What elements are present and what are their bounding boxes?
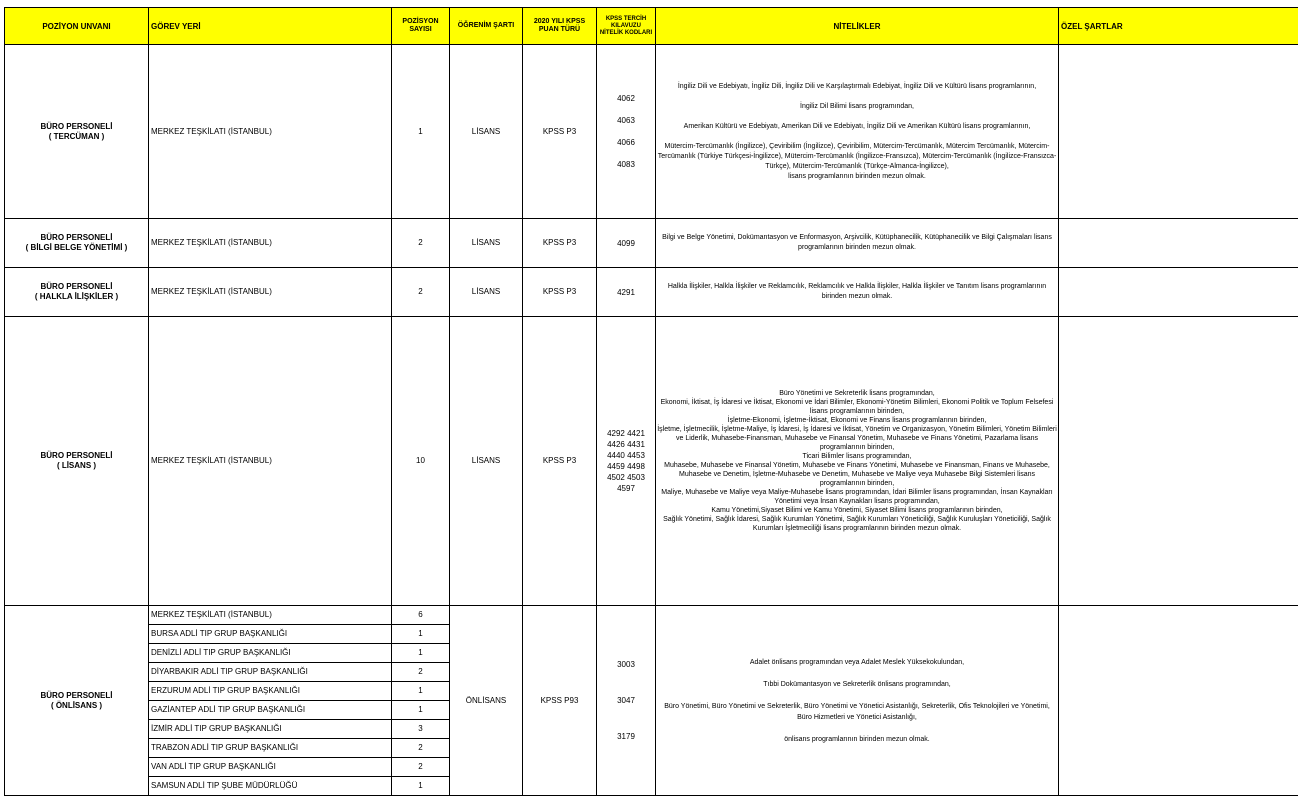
header-codes: KPSS TERCİH KILAVUZU NİTELİK KODLARI bbox=[597, 8, 656, 45]
location-cell: MERKEZ TEŞKİLATI (İSTANBUL) bbox=[149, 317, 392, 606]
location-cell: ERZURUM ADLİ TIP GRUP BAŞKANLIĞI bbox=[149, 682, 392, 701]
qualifications-cell: Bilgi ve Belge Yönetimi, Dokümantasyon ve Enformasyon, Arşivcilik, Kütüphanecilik, Kütüphanecilik ve Bilgi Çalışmaları lisans programlarının birinden mezun olmak. bbox=[656, 219, 1059, 268]
position-title: BÜRO PERSONELİ ( LİSANS ) bbox=[5, 317, 149, 606]
count-cell: 3 bbox=[392, 720, 450, 739]
count-cell: 1 bbox=[392, 45, 450, 219]
count-cell: 10 bbox=[392, 317, 450, 606]
positions-table bbox=[4, 7, 1298, 796]
qualifications-cell: Halkla İlişkiler, Halkla İlişkiler ve Reklamcılık, Reklamcılık ve Halkla İlişkiler, Halkla İlişkiler ve Tanıtım lisans programlarının birinden mezun olmak. bbox=[656, 268, 1059, 317]
header-position: POZİYON UNVANI bbox=[5, 8, 149, 45]
count-cell: 6 bbox=[392, 606, 450, 625]
position-title: BÜRO PERSONELİ ( HALKLA İLİŞKİLER ) bbox=[5, 268, 149, 317]
location-cell: MERKEZ TEŞKİLATI (İSTANBUL) bbox=[149, 268, 392, 317]
location-cell: MERKEZ TEŞKİLATI (İSTANBUL) bbox=[149, 606, 392, 625]
location-cell: MERKEZ TEŞKİLATI (İSTANBUL) bbox=[149, 45, 392, 219]
special-cell bbox=[1059, 45, 1298, 219]
header-score-type: 2020 YILI KPSS PUAN TÜRÜ bbox=[523, 8, 597, 45]
codes-cell: 4099 bbox=[597, 219, 656, 268]
codes-cell: 4062 4063 4066 4083 bbox=[597, 45, 656, 219]
count-cell: 2 bbox=[392, 739, 450, 758]
count-cell: 1 bbox=[392, 682, 450, 701]
location-cell: DENİZLİ ADLİ TIP GRUP BAŞKANLIĞI bbox=[149, 644, 392, 663]
score-type-cell: KPSS P93 bbox=[523, 606, 597, 796]
header-qualifications: NİTELİKLER bbox=[656, 8, 1059, 45]
count-cell: 2 bbox=[392, 268, 450, 317]
education-cell: ÖNLİSANS bbox=[450, 606, 523, 796]
qualifications-cell: Adalet önlisans programından veya Adalet Meslek Yüksekokulundan, Tıbbi Dokümantasyon ve Sekreterlik önlisans programından, Büro Yönetimi, Büro Yönetimi ve Sekreterlik, Büro Yönetimi ve Yönetici Asistanlığı, Sekreterlik, Ofis Teknolojileri ve Yönetimi, Büro Hizmetleri ve Yönetici Asistanlığı, önlisans programlarının birinden mezun olmak. bbox=[656, 606, 1059, 796]
special-cell bbox=[1059, 219, 1298, 268]
count-cell: 1 bbox=[392, 701, 450, 720]
count-cell: 2 bbox=[392, 219, 450, 268]
position-title: BÜRO PERSONELİ ( BİLGİ BELGE YÖNETİMİ ) bbox=[5, 219, 149, 268]
location-cell: BURSA ADLİ TIP GRUP BAŞKANLIĞI bbox=[149, 625, 392, 644]
score-type-cell: KPSS P3 bbox=[523, 317, 597, 606]
location-cell: VAN ADLİ TIP GRUP BAŞKANLIĞI bbox=[149, 758, 392, 777]
qualifications-cell: Büro Yönetimi ve Sekreterlik lisans programından, Ekonomi, İktisat, İş İdaresi ve İktisat, Ekonomi ve İdari Bilimler, Ekonomi-Yönetim Bilimleri, Ekonomi Politik ve Toplum Felsefesi lisans programlarının birinden, İşletme-Ekonomi, İşletme-İktisat, Ekonomi ve Finans lisans programlarının birinden, İşletme, İşletmecilik, İşletme-Maliye, İş İdaresi, İş İdaresi ve İktisat, Yönetim ve Organizasyon, Yönetim Bilimleri, Yönetim Bilimleri ve Liderlik, Muhasebe-Finansman, Muhasebe ve Finansal Yönetim, Muhasebe ve Finans Yönetimi, Pazarlama lisans programlarının birinden, Ticari Bilimler lisans programından, Muhasebe, Muhasebe ve Finansal Yönetim, Muhasebe ve Finans Yönetimi, Muhasebe ve Finansman, Finans ve Muhasebe, Muhasebe ve Denetim, İşletme-Muhasebe ve Denetim, Muhasebe ve Maliye veya Muhasebe Bilgi Sistemleri lisans programlarının birinden, Maliye, Muhasebe ve Maliye veya Maliye-Muhasebe lisans programından, İdari Bilimler lisans programından, İnsan Kaynakları Yönetimi veya İnsan Kaynakları lisans programından, Kamu Yönetimi,Siyaset Bilimi ve Kamu Yönetimi, Siyaset Bilimi lisans programlarının birinden, Sağlık Yönetimi, Sağlık İdaresi, Sağlık Kurumları Yönetimi, Sağlık Kurumları Yöneticiliği, Sağlık Kuruluşları Yöneticiliği, Sağlık Kurumları İşletmeciliği lisans programlarının birinden mezun olmak. bbox=[656, 317, 1059, 606]
location-cell: SAMSUN ADLİ TIP ŞUBE MÜDÜRLÜĞÜ bbox=[149, 777, 392, 796]
education-cell: LİSANS bbox=[450, 317, 523, 606]
header-special: ÖZEL ŞARTLAR bbox=[1059, 8, 1298, 45]
special-cell bbox=[1059, 606, 1298, 796]
education-cell: LİSANS bbox=[450, 45, 523, 219]
header-location: GÖREV YERİ bbox=[149, 8, 392, 45]
table-row bbox=[5, 317, 1298, 606]
position-title: BÜRO PERSONELİ ( ÖNLİSANS ) bbox=[5, 606, 149, 796]
count-cell: 2 bbox=[392, 758, 450, 777]
position-title: BÜRO PERSONELİ ( TERCÜMAN ) bbox=[5, 45, 149, 219]
location-cell: İZMİR ADLİ TIP GRUP BAŞKANLIĞI bbox=[149, 720, 392, 739]
codes-cell: 4291 bbox=[597, 268, 656, 317]
table-row bbox=[5, 268, 1298, 317]
score-type-cell: KPSS P3 bbox=[523, 219, 597, 268]
qualifications-cell: İngiliz Dili ve Edebiyatı, İngiliz Dili, İngiliz Dili ve Karşılaştırmalı Edebiyat, İngiliz Dili ve Kültürü lisans programlarının, İngiliz Dil Bilimi lisans programından, Amerikan Kültürü ve Edebiyatı, Amerikan Dili ve Edebiyatı, İngiliz Dili ve Amerikan Kültürü lisans programlarının, Mütercim-Tercümanlık (İngilizce), Çeviribilim (İngilizce), Çeviribilim, Mütercim-Tercümanlık, Mütercim Tercümanlık, Mütercim-Tercümanlık (Türkiye Türkçesi-İngilizce), Mütercim-Tercümanlık (İngilizce-Fransızca), Mütercim-Tercümanlık (İngilizce-Fransızca-Türkçe), Mütercim-Tercümanlık (Türkçe-Almanca-İngilizce), lisans programlarının birinden mezun olmak. bbox=[656, 45, 1059, 219]
score-type-cell: KPSS P3 bbox=[523, 45, 597, 219]
codes-cell: 4292 4421 4426 4431 4440 4453 4459 4498 4502 4503 4597 bbox=[597, 317, 656, 606]
education-cell: LİSANS bbox=[450, 219, 523, 268]
count-cell: 1 bbox=[392, 644, 450, 663]
location-cell: DİYARBAKIR ADLİ TIP GRUP BAŞKANLIĞI bbox=[149, 663, 392, 682]
location-cell: TRABZON ADLİ TIP GRUP BAŞKANLIĞI bbox=[149, 739, 392, 758]
count-cell: 1 bbox=[392, 777, 450, 796]
table-header-row bbox=[5, 8, 1298, 45]
score-type-cell: KPSS P3 bbox=[523, 268, 597, 317]
count-cell: 1 bbox=[392, 625, 450, 644]
table-row bbox=[5, 219, 1298, 268]
location-cell: MERKEZ TEŞKİLATI (İSTANBUL) bbox=[149, 219, 392, 268]
location-cell: GAZİANTEP ADLİ TIP GRUP BAŞKANLIĞI bbox=[149, 701, 392, 720]
education-cell: LİSANS bbox=[450, 268, 523, 317]
header-count: POZİSYON SAYISI bbox=[392, 8, 450, 45]
codes-cell: 3003 3047 3179 bbox=[597, 606, 656, 796]
header-education: ÖĞRENİM ŞARTI bbox=[450, 8, 523, 45]
special-cell bbox=[1059, 268, 1298, 317]
special-cell bbox=[1059, 317, 1298, 606]
count-cell: 2 bbox=[392, 663, 450, 682]
table-row bbox=[5, 45, 1298, 219]
table-row bbox=[5, 606, 1298, 625]
